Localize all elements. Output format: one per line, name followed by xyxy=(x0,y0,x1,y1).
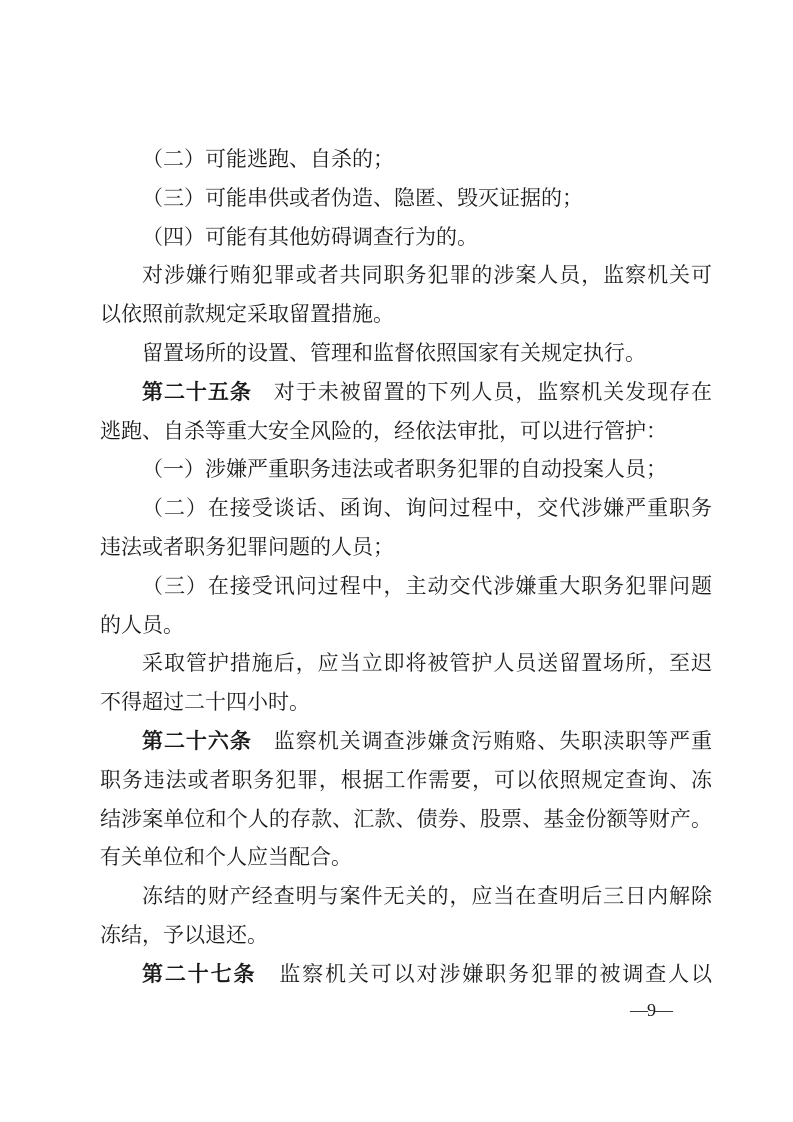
text-segment: 职务违法或者职务犯罪，根据工作需要，可以依照规定查询、冻 xyxy=(100,767,712,792)
text-line xyxy=(100,567,712,606)
paragraph xyxy=(100,179,712,218)
text-segment: 有关单位和个人应当配合。 xyxy=(100,845,352,870)
text-line xyxy=(100,644,712,683)
text-segment: 留置场所的设置、管理和监督依照国家有关规定执行。 xyxy=(142,340,646,365)
text-line xyxy=(100,218,712,257)
text-line xyxy=(100,877,712,916)
text-line xyxy=(100,140,712,179)
text-line xyxy=(100,528,712,567)
article-number: 第二十七条 xyxy=(142,962,257,986)
article-number: 第二十五条 xyxy=(142,380,252,404)
text-segment: 对于未被留置的下列人员，监察机关发现存在 xyxy=(251,379,712,404)
paragraph xyxy=(100,334,712,373)
text-line xyxy=(100,256,712,295)
text-segment: （三）可能串供或者伪造、隐匿、毁灭证据的； xyxy=(142,185,583,210)
text-segment: （一）涉嫌严重职务违法或者职务犯罪的自动投案人员； xyxy=(142,457,667,482)
paragraph xyxy=(100,877,712,955)
text-segment: 的人员。 xyxy=(100,612,184,637)
text-segment: 冻结，予以退还。 xyxy=(100,922,268,947)
text-segment: 不得超过二十四小时。 xyxy=(100,690,310,715)
text-segment: 逃跑、自杀等重大安全风险的，经依法审批，可以进行管护： xyxy=(100,418,667,443)
text-line xyxy=(100,295,712,334)
article-number: 第二十六条 xyxy=(142,729,252,753)
text-line xyxy=(100,489,712,528)
text-line xyxy=(100,179,712,218)
text-segment: （二）在接受谈话、函询、询问过程中，交代涉嫌严重职务 xyxy=(142,496,712,521)
text-line xyxy=(100,683,712,722)
paragraph xyxy=(100,489,712,567)
paragraph xyxy=(100,373,712,451)
page-number: —9— xyxy=(630,1000,672,1020)
text-line xyxy=(100,838,712,877)
paragraph xyxy=(100,644,712,722)
text-segment: （二）可能逃跑、自杀的； xyxy=(142,147,394,171)
text-line xyxy=(100,606,712,645)
text-segment: 违法或者职务犯罪问题的人员； xyxy=(100,534,394,559)
paragraph xyxy=(100,218,712,257)
text-line xyxy=(100,450,712,489)
paragraph xyxy=(100,955,712,994)
text-line xyxy=(100,722,712,761)
text-segment: 监察机关调查涉嫌贪污贿赂、失职渎职等严重 xyxy=(251,728,712,753)
paragraph xyxy=(100,722,712,877)
text-segment: 以依照前款规定采取留置措施。 xyxy=(100,302,394,327)
text-line xyxy=(100,800,712,839)
text-line xyxy=(100,412,712,451)
text-segment: 对涉嫌行贿犯罪或者共同职务犯罪的涉案人员，监察机关可 xyxy=(142,263,712,288)
document-body xyxy=(100,140,712,994)
text-line xyxy=(100,334,712,373)
text-line xyxy=(100,373,712,412)
text-segment: 采取管护措施后，应当立即将被管护人员送留置场所，至迟 xyxy=(142,651,712,676)
text-segment: 监察机关可以对涉嫌职务犯罪的被调查人以 xyxy=(256,961,712,986)
paragraph xyxy=(100,450,712,489)
paragraph xyxy=(100,256,712,334)
paragraph xyxy=(100,567,712,645)
text-segment: 冻结的财产经查明与案件无关的，应当在查明后三日内解除 xyxy=(142,884,712,909)
text-segment: （四）可能有其他妨碍调查行为的。 xyxy=(142,224,478,249)
text-segment: （三）在接受讯问过程中，主动交代涉嫌重大职务犯罪问题 xyxy=(142,573,712,598)
text-line xyxy=(100,916,712,955)
text-line xyxy=(100,955,712,994)
text-segment: 结涉案单位和个人的存款、汇款、债券、股票、基金份额等财产。 xyxy=(100,806,712,831)
paragraph xyxy=(100,140,712,179)
text-line xyxy=(100,761,712,800)
